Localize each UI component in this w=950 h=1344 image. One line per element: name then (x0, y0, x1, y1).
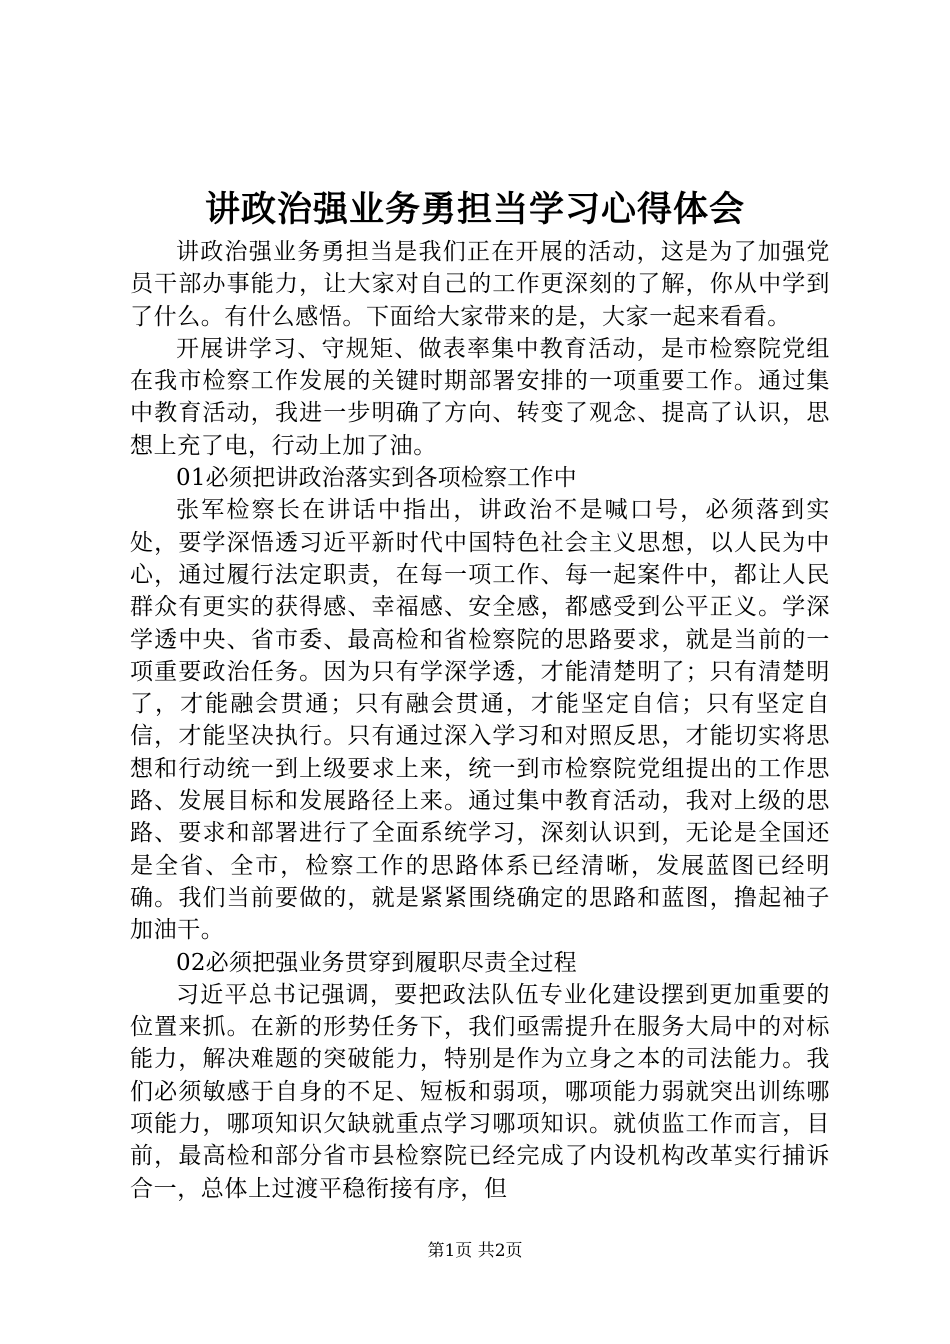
page-footer: 第1页 共2页 (427, 1241, 523, 1261)
section-heading-01: 01必须把讲政治落实到各项检察工作中 (176, 465, 577, 492)
document-title: 讲政治强业务勇担当学习心得体会 (204, 189, 745, 230)
paragraph-business: 习近平总书记强调，要把政法队伍专业化建设摆到更加重要的位置来抓。在新的形势任务下，我们亟需提升在服务大局中的对标能力，解决难题的突破能力，特别是作为立身之本的司法能力。我们必须敏感于自身的不足、短板和弱项，哪项能力弱就突出训练哪项能力，哪项知识欠缺就重点学习哪项知识。就侦监工作而言，目前，最高检和部分省市县检察院已经完成了内设机构改革实行捕诉合一，总体上过渡平稳衔接有序，但 (130, 981, 830, 1202)
paragraph-activity: 开展讲学习、守规矩、做表率集中教育活动，是市检察院党组在我市检察工作发展的关键时期部署安排的一项重要工作。通过集中教育活动，我进一步明确了方向、转变了观念、提高了认识，思想上充了电，行动上加了油。 (130, 335, 830, 459)
paragraph-intro: 讲政治强业务勇担当是我们正在开展的活动，这是为了加强党员干部办事能力，让大家对自己的工作更深刻的了解，你从中学到了什么。有什么感悟。下面给大家带来的是，大家一起来看看。 (130, 239, 830, 330)
document-body (130, 236, 830, 1205)
section-heading-02: 02必须把强业务贯穿到履职尽责全过程 (176, 949, 577, 976)
paragraph-politics: 张军检察长在讲话中指出，讲政治不是喊口号，必须落到实处，要学深悟透习近平新时代中国特色社会主义思想，以人民为中心，通过履行法定职责，在每一项工作、每一起案件中，都让人民群众有更实的获得感、幸福感、安全感，都感受到公平正义。学深学透中央、省市委、最高检和省检察院的思路要求，就是当前的一项重要政治任务。因为只有学深学透，才能清楚明了；只有清楚明了，才能融会贯通；只有融会贯通，才能坚定自信；只有坚定自信，才能坚决执行。只有通过深入学习和对照反思，才能切实将思想和行动统一到上级要求上来，统一到市检察院党组提出的工作思路、发展目标和发展路径上来。通过集中教育活动，我对上级的思路、要求和部署进行了全面系统学习，深刻认识到，无论是全国还是全省、全市，检察工作的思路体系已经清晰，发展蓝图已经明确。我们当前要做的，就是紧紧围绕确定的思路和蓝图，撸起袖子加油干。 (130, 497, 830, 944)
